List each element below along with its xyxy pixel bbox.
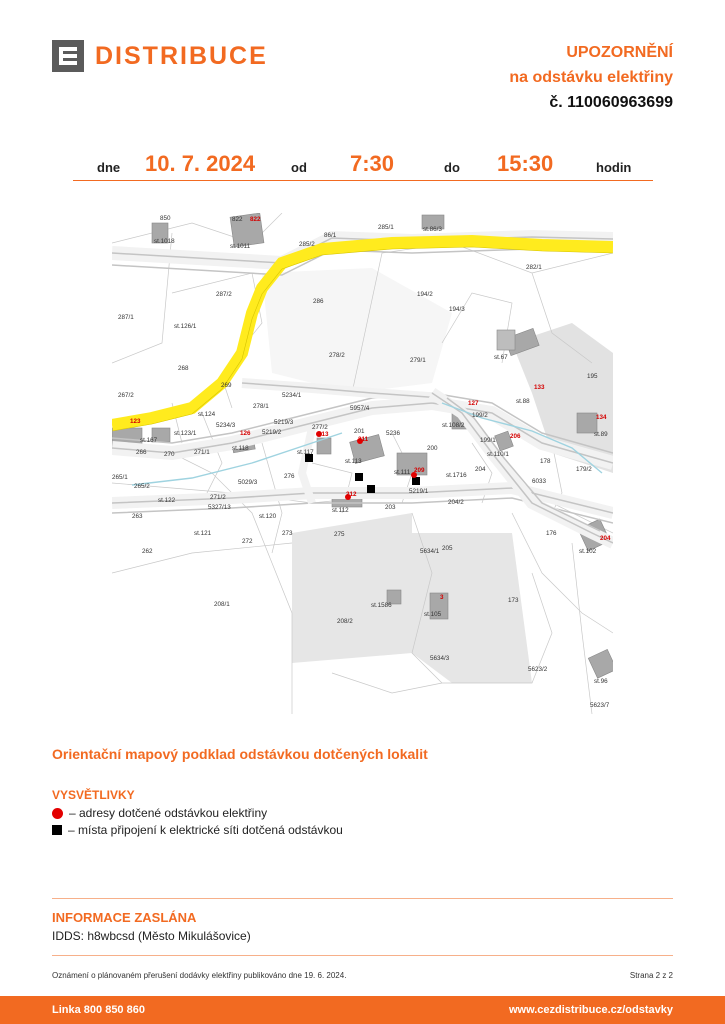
svg-text:5623/2: 5623/2 xyxy=(528,666,548,673)
svg-text:5219/3: 5219/3 xyxy=(274,419,294,426)
svg-text:3: 3 xyxy=(440,594,444,601)
outage-date: 10. 7. 2024 xyxy=(145,151,256,176)
label-from: od xyxy=(291,160,307,175)
svg-text:st.167: st.167 xyxy=(140,437,158,444)
svg-text:5236: 5236 xyxy=(386,430,401,437)
svg-text:st.1586: st.1586 xyxy=(371,602,392,609)
svg-text:285/2: 285/2 xyxy=(299,241,315,248)
svg-text:277/2: 277/2 xyxy=(312,424,328,431)
svg-text:178: 178 xyxy=(540,458,551,465)
time-from: 7:30 xyxy=(350,151,395,176)
svg-text:176: 176 xyxy=(546,530,557,537)
svg-text:st.126/1: st.126/1 xyxy=(174,323,197,330)
svg-text:86/1: 86/1 xyxy=(324,232,337,239)
svg-text:265/1: 265/1 xyxy=(112,474,128,481)
svg-text:212: 212 xyxy=(346,491,357,498)
svg-text:st.1011: st.1011 xyxy=(230,243,251,250)
svg-text:5219/1: 5219/1 xyxy=(409,488,429,495)
notice-number: č. 110060963699 xyxy=(549,94,673,111)
svg-text:276: 276 xyxy=(284,473,295,480)
svg-text:st.108/2: st.108/2 xyxy=(442,422,465,429)
svg-text:st.102: st.102 xyxy=(579,548,597,555)
svg-text:209: 209 xyxy=(414,467,425,474)
svg-text:208/2: 208/2 xyxy=(337,618,353,625)
svg-text:st.1018: st.1018 xyxy=(154,238,175,245)
svg-text:204: 204 xyxy=(475,466,486,473)
notice-title xyxy=(509,40,673,115)
svg-text:203: 203 xyxy=(385,504,396,511)
map-svg xyxy=(112,213,613,714)
label-hours: hodin xyxy=(596,160,632,175)
svg-text:822: 822 xyxy=(232,216,243,223)
svg-text:st.1716: st.1716 xyxy=(446,472,467,479)
svg-text:st.113: st.113 xyxy=(345,458,362,465)
svg-text:5234/1: 5234/1 xyxy=(282,392,302,399)
cez-logo-icon xyxy=(52,40,84,72)
svg-text:195: 195 xyxy=(587,373,598,380)
svg-text:270: 270 xyxy=(164,451,175,458)
svg-text:5327/13: 5327/13 xyxy=(208,504,231,511)
svg-text:173: 173 xyxy=(508,597,519,604)
svg-text:282/1: 282/1 xyxy=(526,264,542,271)
title-line-1: UPOZORNĚNÍ xyxy=(566,44,673,61)
svg-text:st.88: st.88 xyxy=(516,398,530,405)
svg-text:286: 286 xyxy=(313,298,324,305)
svg-text:194/2: 194/2 xyxy=(417,291,433,298)
svg-text:5219/2: 5219/2 xyxy=(262,429,282,436)
svg-text:275: 275 xyxy=(334,531,345,538)
svg-text:199/2: 199/2 xyxy=(472,412,488,419)
black-square-icon xyxy=(52,825,62,835)
svg-text:265/2: 265/2 xyxy=(134,483,150,490)
svg-text:204: 204 xyxy=(600,535,611,542)
brand-logo xyxy=(52,40,268,72)
footer-url-link[interactable]: www.cezdistribuce.cz/odstavky xyxy=(508,1004,673,1016)
divider xyxy=(52,955,673,956)
svg-text:134: 134 xyxy=(596,414,607,421)
svg-text:st.118: st.118 xyxy=(232,445,249,452)
svg-text:st.120: st.120 xyxy=(259,513,277,520)
legend-addresses-label: – adresy dotčené odstávkou elektřiny xyxy=(69,806,268,820)
outage-map xyxy=(112,213,613,714)
brand-name: DISTRIBUCE xyxy=(95,41,268,70)
svg-text:278/1: 278/1 xyxy=(253,403,269,410)
svg-text:st.86/3: st.86/3 xyxy=(423,226,442,233)
svg-text:201: 201 xyxy=(354,428,365,435)
svg-text:287/2: 287/2 xyxy=(216,291,232,298)
svg-text:266: 266 xyxy=(136,449,147,456)
svg-text:287/1: 287/1 xyxy=(118,314,134,321)
info-title: INFORMACE ZASLÁNA xyxy=(52,910,197,925)
svg-text:267/2: 267/2 xyxy=(118,392,134,399)
svg-text:205: 205 xyxy=(442,545,453,552)
svg-text:208/1: 208/1 xyxy=(214,601,230,608)
legend-item-connections xyxy=(52,823,343,837)
svg-text:211: 211 xyxy=(358,436,369,443)
svg-text:st.89: st.89 xyxy=(594,431,608,438)
publication-note: Oznámení o plánovaném přerušení dodávky elektřiny publikováno dne 19. 6. 2024. xyxy=(52,971,347,980)
svg-text:5029/3: 5029/3 xyxy=(238,479,258,486)
svg-text:263: 263 xyxy=(132,513,143,520)
svg-text:st.123/1: st.123/1 xyxy=(174,430,197,437)
svg-text:127: 127 xyxy=(468,400,479,407)
red-dot-icon xyxy=(52,808,63,819)
svg-text:262: 262 xyxy=(142,548,153,555)
svg-text:269: 269 xyxy=(221,382,232,389)
svg-text:5623/7: 5623/7 xyxy=(590,702,610,709)
svg-text:213: 213 xyxy=(318,431,329,438)
svg-text:5634/3: 5634/3 xyxy=(430,655,450,662)
label-to: do xyxy=(444,160,460,175)
svg-text:271/1: 271/1 xyxy=(194,449,210,456)
legend-connections-label: – místa připojení k elektrické síti dotčená odstávkou xyxy=(68,823,343,837)
divider xyxy=(52,898,673,899)
svg-text:5234/3: 5234/3 xyxy=(216,422,236,429)
svg-text:st.124: st.124 xyxy=(198,411,216,418)
svg-text:200: 200 xyxy=(427,445,438,452)
svg-text:272: 272 xyxy=(242,538,253,545)
legend-title: VYSVĚTLIVKY xyxy=(52,788,135,802)
svg-text:268: 268 xyxy=(178,365,189,372)
svg-text:5957/4: 5957/4 xyxy=(350,405,370,412)
svg-text:279/1: 279/1 xyxy=(410,357,426,364)
svg-text:st.122: st.122 xyxy=(158,497,176,504)
svg-text:822: 822 xyxy=(250,216,261,223)
svg-text:271/2: 271/2 xyxy=(210,494,226,501)
svg-text:st.117: st.117 xyxy=(297,449,314,456)
svg-text:278/2: 278/2 xyxy=(329,352,345,359)
svg-text:st.105: st.105 xyxy=(424,611,442,618)
footer-phone: Linka 800 850 860 xyxy=(52,1004,145,1016)
info-recipient: IDDS: h8wbcsd (Město Mikulášovice) xyxy=(52,929,251,943)
svg-text:st.121: st.121 xyxy=(194,530,212,537)
svg-text:st.110/1: st.110/1 xyxy=(487,451,509,458)
svg-text:st.96: st.96 xyxy=(594,678,608,685)
map-zone xyxy=(292,513,412,663)
svg-text:285/1: 285/1 xyxy=(378,224,394,231)
svg-text:194/3: 194/3 xyxy=(449,306,465,313)
label-day: dne xyxy=(97,160,121,175)
footer-bar xyxy=(0,996,725,1024)
page-number: Strana 2 z 2 xyxy=(629,971,673,980)
svg-text:126: 126 xyxy=(240,430,251,437)
svg-text:5634/1: 5634/1 xyxy=(420,548,440,555)
outage-dateline xyxy=(73,150,653,181)
svg-text:st.112: st.112 xyxy=(332,507,349,514)
map-caption: Orientační mapový podklad odstávkou dotčených lokalit xyxy=(52,746,428,762)
svg-text:123: 123 xyxy=(130,418,141,425)
svg-text:6033: 6033 xyxy=(532,478,547,485)
svg-text:204/2: 204/2 xyxy=(448,499,464,506)
time-to: 15:30 xyxy=(497,151,554,176)
svg-text:273: 273 xyxy=(282,530,293,537)
title-line-2: na odstávku elektřiny xyxy=(509,69,673,86)
svg-text:199/1: 199/1 xyxy=(480,437,496,444)
svg-text:850: 850 xyxy=(160,215,171,222)
svg-text:179/2: 179/2 xyxy=(576,466,592,473)
svg-text:133: 133 xyxy=(534,384,545,391)
svg-text:st.111: st.111 xyxy=(394,469,411,476)
svg-text:206: 206 xyxy=(510,433,521,440)
svg-text:st.67: st.67 xyxy=(494,354,508,361)
legend-item-addresses xyxy=(52,806,267,820)
